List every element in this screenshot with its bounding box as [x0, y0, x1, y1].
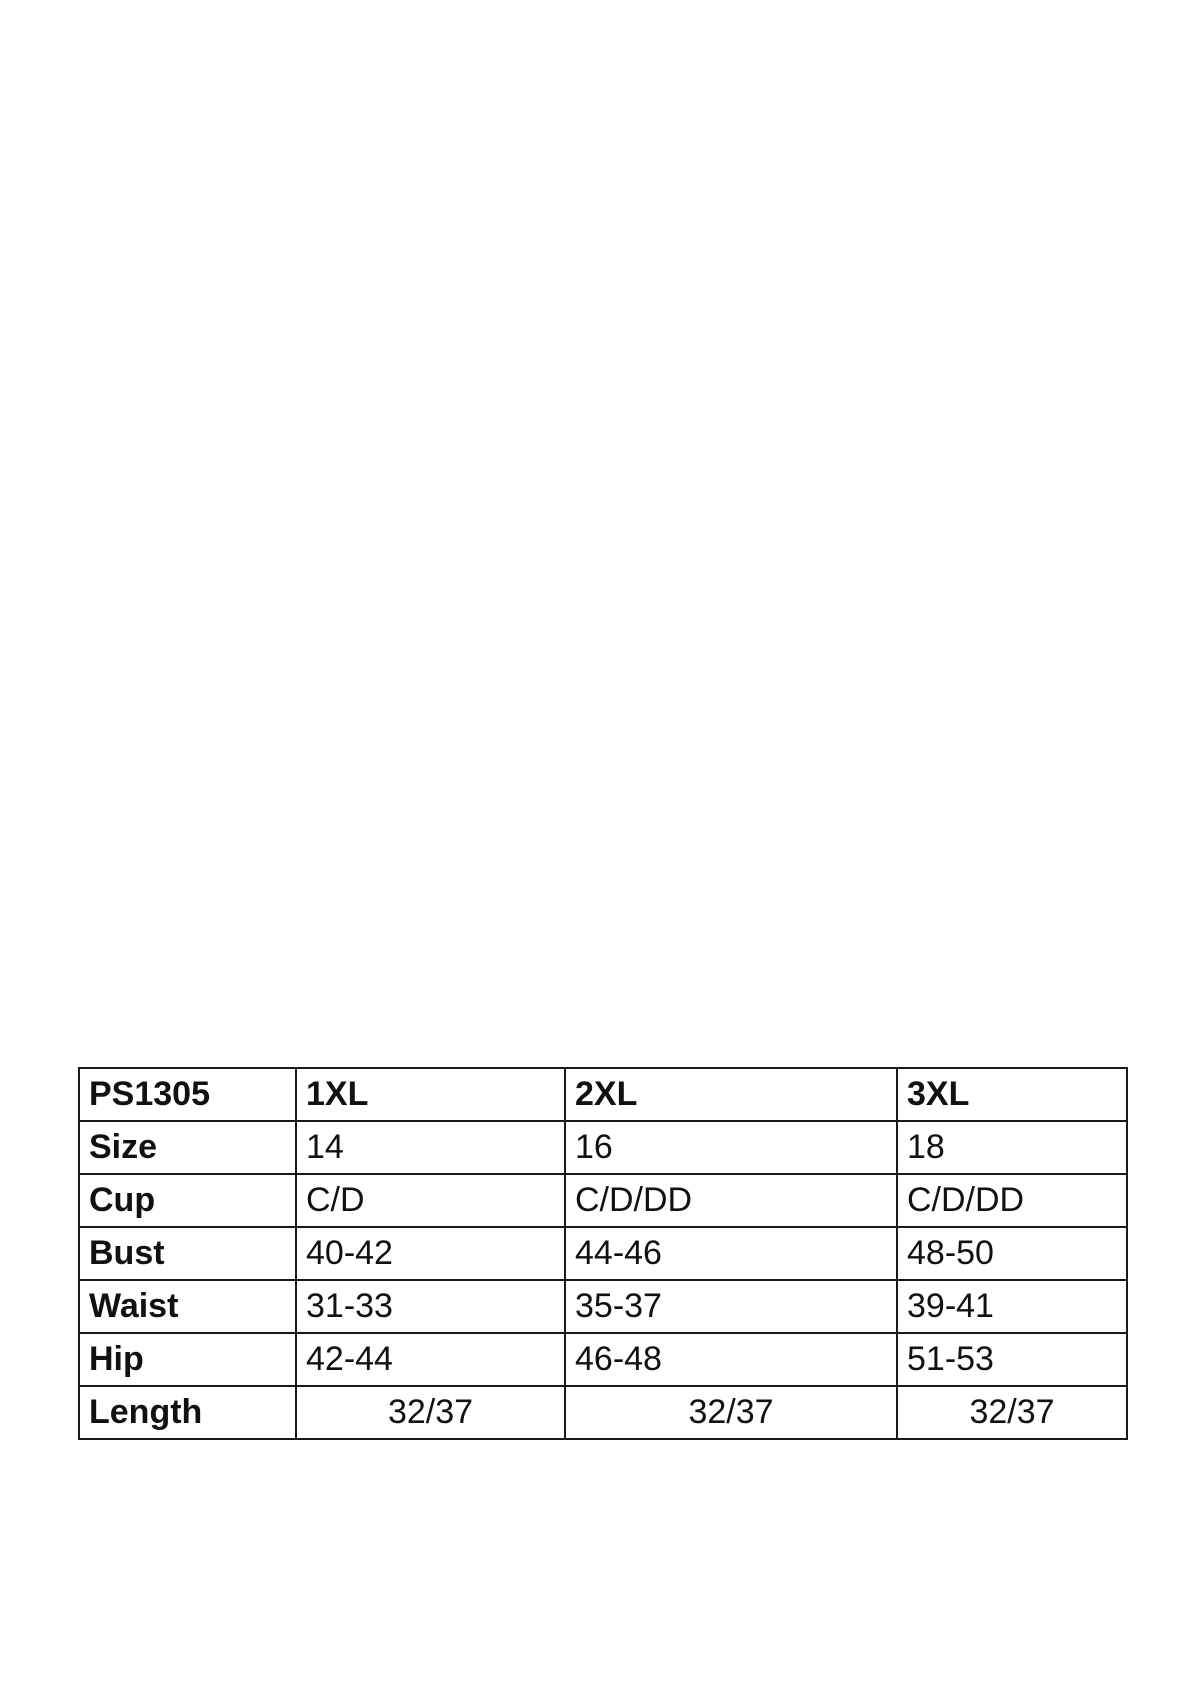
table-cell: 40-42 — [296, 1227, 565, 1280]
row-label: Hip — [79, 1333, 296, 1386]
size-header-1xl: 1XL — [296, 1068, 565, 1121]
table-cell: C/D/DD — [897, 1174, 1127, 1227]
table-row-hip — [79, 1333, 1127, 1386]
table-cell: 51-53 — [897, 1333, 1127, 1386]
row-label: Size — [79, 1121, 296, 1174]
table-row-cup — [79, 1174, 1127, 1227]
table-cell: C/D/DD — [565, 1174, 897, 1227]
table-cell: C/D — [296, 1174, 565, 1227]
table-cell: 42-44 — [296, 1333, 565, 1386]
table-cell: 18 — [897, 1121, 1127, 1174]
table-cell: 16 — [565, 1121, 897, 1174]
table-cell: 14 — [296, 1121, 565, 1174]
row-label: Cup — [79, 1174, 296, 1227]
table-cell: 32/37 — [897, 1386, 1127, 1439]
table-cell: 48-50 — [897, 1227, 1127, 1280]
row-label: Length — [79, 1386, 296, 1439]
table-cell: 39-41 — [897, 1280, 1127, 1333]
table-row-size — [79, 1121, 1127, 1174]
table-cell: 35-37 — [565, 1280, 897, 1333]
table-cell: 32/37 — [296, 1386, 565, 1439]
size-header-2xl: 2XL — [565, 1068, 897, 1121]
style-code-cell: PS1305 — [79, 1068, 296, 1121]
table-row-waist — [79, 1280, 1127, 1333]
table-row-length — [79, 1386, 1127, 1439]
size-chart-table — [78, 1067, 1128, 1440]
size-header-3xl: 3XL — [897, 1068, 1127, 1121]
row-label: Waist — [79, 1280, 296, 1333]
table-row-bust — [79, 1227, 1127, 1280]
table-cell: 32/37 — [565, 1386, 897, 1439]
table-cell: 46-48 — [565, 1333, 897, 1386]
header-row — [79, 1068, 1127, 1121]
table-cell: 31-33 — [296, 1280, 565, 1333]
row-label: Bust — [79, 1227, 296, 1280]
table-cell: 44-46 — [565, 1227, 897, 1280]
